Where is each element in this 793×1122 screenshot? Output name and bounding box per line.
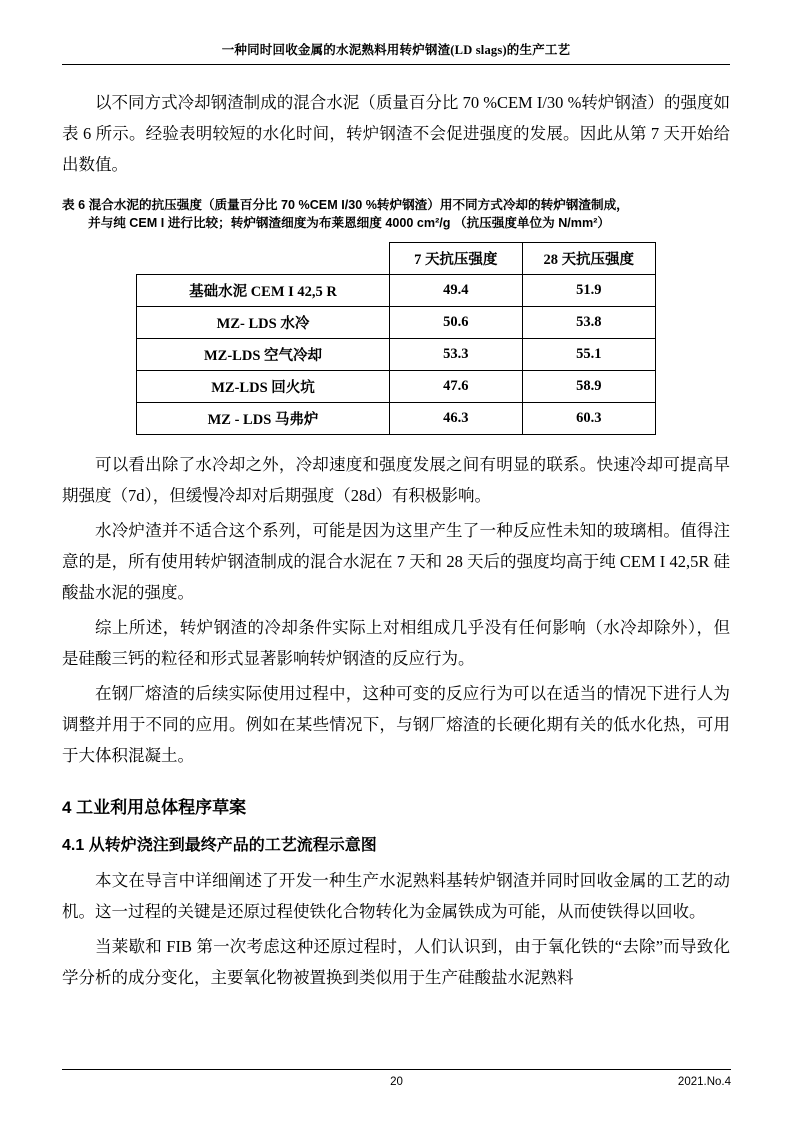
issue-label: 2021.No.4 (677, 1076, 731, 1088)
row-value-7d: 53.3 (389, 339, 522, 371)
row-label: 基础水泥 CEM I 42,5 R (137, 275, 390, 307)
row-value-28d: 60.3 (522, 403, 655, 435)
row-value-28d: 53.8 (522, 307, 655, 339)
paragraph-6: 本文在导言中详细阐述了开发一种生产水泥熟料基转炉钢渣并同时回收金属的工艺的动机。这一过程的关键是还原过程使铁化合物转化为金属铁成为可能，从而使铁得以回收。 (62, 871, 730, 921)
paragraph-4: 综上所述，转炉钢渣的冷却条件实际上对相组成几乎没有任何影响（水冷却除外），但是硅酸三钙的粒径和形式显著影响转炉钢渣的反应行为。 (62, 618, 730, 668)
footer-divider (62, 1069, 731, 1070)
header-divider (62, 64, 730, 65)
row-value-7d: 49.4 (389, 275, 522, 307)
page-footer (62, 1069, 731, 1092)
table-row (137, 275, 656, 307)
row-value-7d: 50.6 (389, 307, 522, 339)
table-row (137, 403, 656, 435)
paragraph-7: 当莱歇和 FIB 第一次考虑这种还原过程时，人们认识到，由于氧化铁的“去除”而导致化学分析的成分变化，主要氧化物被置换到类似用于生产硅酸盐水泥熟料 (62, 937, 730, 987)
row-label: MZ- LDS 水冷 (137, 307, 390, 339)
row-label: MZ-LDS 回火坑 (137, 371, 390, 403)
table-row (137, 339, 656, 371)
section-heading-4-1: 4.1 从转炉浇注到最终产品的工艺流程示意图 (62, 837, 377, 854)
page-content (62, 40, 730, 997)
table-header-row (137, 243, 656, 275)
paragraph-3: 水冷炉渣并不适合这个系列，可能是因为这里产生了一种反应性未知的玻璃相。值得注意的是，所有使用转炉钢渣制成的混合水泥在 7 天和 28 天后的强度均高于纯 CEM I 42,5R 硅酸盐水泥的强度。 (62, 521, 730, 602)
row-value-28d: 58.9 (522, 371, 655, 403)
page-number: 20 (390, 1076, 403, 1088)
table-header-28d: 28 天抗压强度 (522, 243, 655, 275)
table-header-blank (137, 243, 390, 275)
table-caption (62, 196, 730, 232)
table-row (137, 371, 656, 403)
table-row (137, 307, 656, 339)
paragraph-2: 可以看出除了水冷却之外，冷却速度和强度发展之间有明显的联系。快速冷却可提高早期强度（7d），但缓慢冷却对后期强度（28d）有积极影响。 (62, 455, 730, 505)
row-label: MZ-LDS 空气冷却 (137, 339, 390, 371)
table-header-7d: 7 天抗压强度 (389, 243, 522, 275)
table-caption-line2: 并与纯 CEM I 进行比较；转炉钢渣细度为布莱恩细度 4000 cm²/g （抗压强度单位为 N/mm²） (88, 216, 610, 230)
paragraph-5: 在钢厂熔渣的后续实际使用过程中，这种可变的反应行为可以在适当的情况下进行人为调整并用于不同的应用。例如在某些情况下，与钢厂熔渣的长硬化期有关的低水化热，可用于大体积混凝土。 (62, 684, 730, 765)
row-value-28d: 55.1 (522, 339, 655, 371)
compressive-strength-table (136, 242, 656, 435)
row-value-7d: 47.6 (389, 371, 522, 403)
table-caption-line1: 表 6 混合水泥的抗压强度（质量百分比 70 %CEM I/30 %转炉钢渣）用不同方式冷却的转炉钢渣制成， (62, 198, 629, 212)
row-label: MZ - LDS 马弗炉 (137, 403, 390, 435)
paragraph-1: 以不同方式冷却钢渣制成的混合水泥（质量百分比 70 %CEM I/30 %转炉钢渣）的强度如表 6 所示。经验表明较短的水化时间，转炉钢渣不会促进强度的发展。因此从第 7 天开始给出数值。 (62, 93, 730, 174)
running-header: 一种同时回收金属的水泥熟料用转炉钢渣(LD slags)的生产工艺 (221, 43, 571, 57)
footer-row (62, 1076, 731, 1092)
row-value-7d: 46.3 (389, 403, 522, 435)
section-heading-4: 4 工业利用总体程序草案 (62, 798, 247, 817)
row-value-28d: 51.9 (522, 275, 655, 307)
